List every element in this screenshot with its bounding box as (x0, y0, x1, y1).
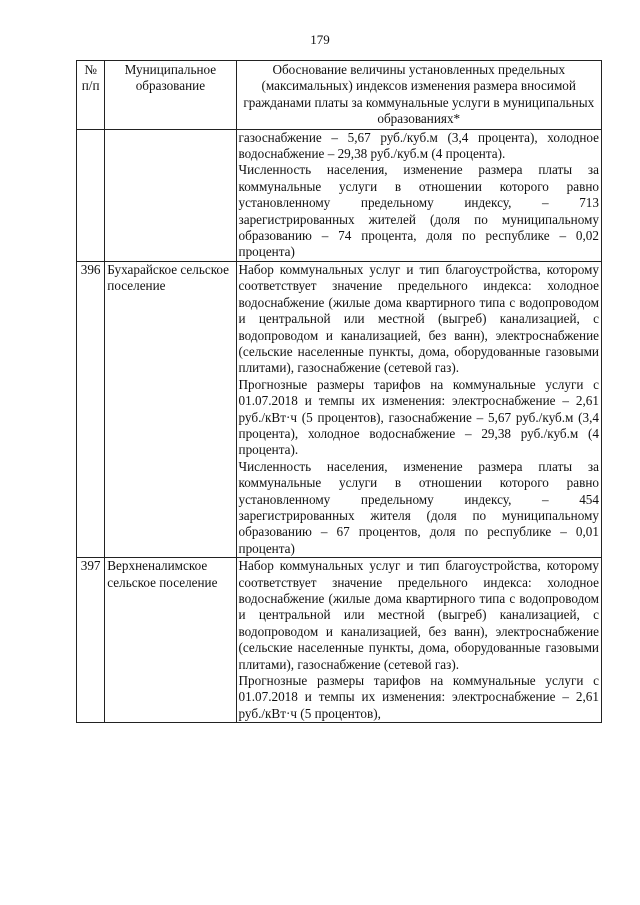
row-number: 396 (77, 261, 105, 557)
page-number: 179 (310, 32, 330, 47)
row-justification (236, 558, 601, 723)
justification-paragraph: газоснабжение – 5,67 руб./куб.м (3,4 процента), холодное водоснабжение – 29,38 руб./куб.м (4 процента). (238, 129, 599, 162)
justification-paragraph: Набор коммунальных услуг и тип благоустройства, которому соответствует значение предельного индекса: холодное водоснабжение (жилые дома квартирного типа с водопроводом и центральной или местной (выгреб) канализацией, с водопроводом и канализацией, без ванн), электроснабжение (сельские населенные пункты, дома, оборудованные газовыми плитами), газоснабжение (сетевой газ). (238, 558, 599, 672)
justification-paragraph: Прогнозные размеры тарифов на коммунальные услуги с 01.07.2018 и темпы их изменения: электроснабжение – 2,61 руб./кВт·ч (5 процентов), (238, 673, 599, 721)
justification-paragraph: Численность населения, изменение размера платы за коммунальные услуги в отношении которого равно установленному предельному индексу, – 713 зарегистрированных жителей (доля по муниципальному образованию – 74 процента, доля по республике – 0,02 процента) (238, 162, 599, 260)
row-municipality (105, 129, 236, 261)
row-number (77, 129, 105, 261)
justification-paragraph: Набор коммунальных услуг и тип благоустройства, которому соответствует значение предельного индекса: холодное водоснабжение (жилые дома квартирного типа с водопроводом и центральной или местной (выгреб) канализацией, с водопроводом и канализацией, без ванн), электроснабжение (сельские населенные пункты, дома, оборудованные газовыми плитами), газоснабжение (сетевой газ). (238, 261, 599, 376)
table-row (77, 558, 602, 723)
justification-paragraph: Прогнозные размеры тарифов на коммунальные услуги с 01.07.2018 и темпы их изменения: электроснабжение – 2,61 руб./кВт·ч (5 процентов), газоснабжение – 5,67 руб./куб.м (3,4 процента), холодное водоснабжение – 29,38 руб./куб.м (4 процента). (238, 376, 599, 458)
header-justification: Обоснование величины установленных предельных (максимальных) индексов изменения размера вносимой гражданами платы за коммунальные услуги в муниципальных образованиях* (236, 61, 601, 130)
row-number: 397 (77, 558, 105, 723)
table-header-row (77, 61, 602, 130)
row-municipality: Бухарайское сельское поселение (105, 261, 236, 557)
row-municipality: Верхненалимское сельское поселение (105, 558, 236, 723)
tariff-justification-table (76, 60, 602, 723)
justification-paragraph: Численность населения, изменение размера платы за коммунальные услуги в отношении которого равно установленному предельному индексу, – 454 зарегистрированных жителя (доля по муниципальному образованию – 67 процентов, доля по республике – 0,01 процента) (238, 458, 599, 556)
header-number: № п/п (77, 61, 105, 130)
header-municipality: Муниципальное образование (105, 61, 236, 130)
table-row (77, 261, 602, 557)
row-justification (236, 261, 601, 557)
row-justification (236, 129, 601, 261)
table-row (77, 129, 602, 261)
